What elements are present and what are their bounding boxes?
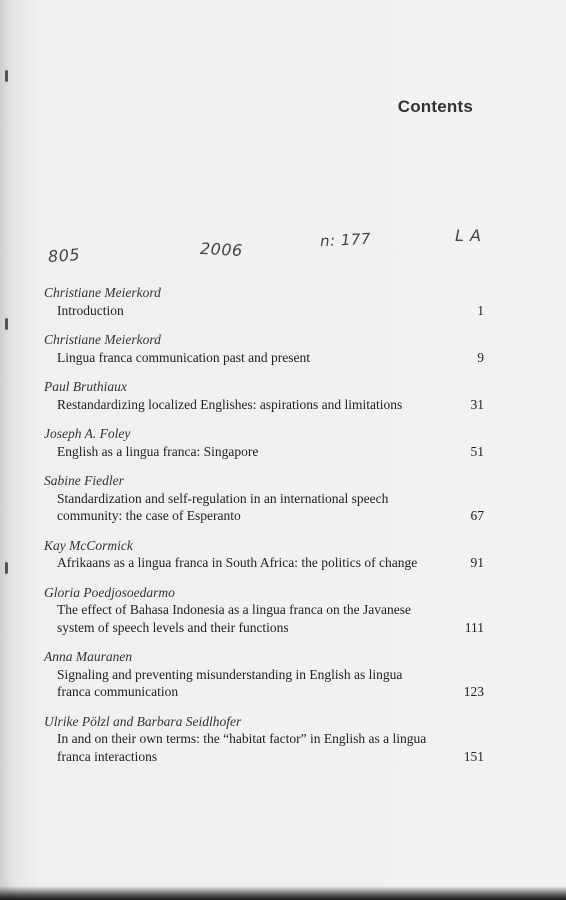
handwritten-note: n: 177 bbox=[319, 229, 372, 251]
toc-chapter-title: English as a lingua franca: Singapore bbox=[57, 443, 259, 459]
table-of-contents bbox=[44, 284, 484, 777]
toc-chapter-title: In and on their own terms: the “habitat factor” in English as a lingua franca interactions bbox=[57, 731, 427, 764]
handwritten-note: 2006 bbox=[199, 238, 244, 261]
toc-chapter-title: Restandardizing localized Englishes: aspirations and limitations bbox=[57, 396, 403, 412]
toc-author: Joseph A. Foley bbox=[44, 426, 131, 441]
toc-page-number: 111 bbox=[464, 619, 484, 635]
toc-entry bbox=[44, 284, 484, 319]
toc-page-number: 91 bbox=[470, 555, 484, 570]
toc-page-number: 123 bbox=[463, 684, 484, 699]
toc-entry bbox=[44, 378, 484, 413]
handwritten-note: L A bbox=[455, 226, 482, 245]
toc-author: Gloria Poedjosoedarmo bbox=[44, 584, 175, 600]
toc-chapter-title: Standardization and self-regulation in an international speech community: the case of Esperanto bbox=[57, 490, 389, 523]
toc-page-number: 67 bbox=[470, 508, 484, 523]
contents-title: Contents bbox=[397, 97, 473, 116]
toc-entry bbox=[44, 331, 484, 366]
toc-entry bbox=[44, 425, 484, 460]
toc-page-number: 151 bbox=[463, 748, 484, 764]
scan-mark bbox=[5, 318, 8, 330]
toc-chapter-title: Introduction bbox=[57, 302, 124, 318]
toc-author: Kay McCormick bbox=[44, 537, 133, 553]
toc-entry bbox=[44, 472, 484, 525]
toc-chapter-title: The effect of Bahasa Indonesia as a lingua franca on the Javanese system of speech levels and their functions bbox=[57, 602, 411, 635]
toc-chapter-title: Signaling and preventing misunderstanding in English as lingua franca communication bbox=[57, 666, 403, 699]
toc-author: Sabine Fiedler bbox=[44, 473, 124, 488]
toc-entry bbox=[44, 537, 484, 572]
toc-page-number: 1 bbox=[477, 302, 484, 318]
toc-entry bbox=[44, 648, 484, 701]
toc-entry bbox=[44, 713, 484, 766]
toc-author: Christiane Meierkord bbox=[44, 332, 161, 347]
toc-page-number: 51 bbox=[470, 443, 484, 459]
toc-chapter-title: Afrikaans as a lingua franca in South Africa: the politics of change bbox=[57, 555, 418, 570]
scan-mark bbox=[5, 70, 8, 82]
scan-edge-shadow bbox=[0, 886, 566, 900]
scan-mark bbox=[5, 562, 8, 574]
toc-author: Ulrike Pölzl and Barbara Seidlhofer bbox=[44, 713, 242, 729]
toc-author: Paul Bruthiaux bbox=[44, 379, 127, 394]
toc-author: Anna Mauranen bbox=[44, 649, 133, 664]
handwritten-note: 805 bbox=[47, 244, 81, 267]
toc-entry bbox=[44, 584, 484, 637]
toc-author: Christiane Meierkord bbox=[44, 285, 161, 300]
toc-page-number: 9 bbox=[477, 349, 484, 365]
toc-chapter-title: Lingua franca communication past and present bbox=[57, 349, 311, 365]
toc-page-number: 31 bbox=[470, 396, 484, 412]
